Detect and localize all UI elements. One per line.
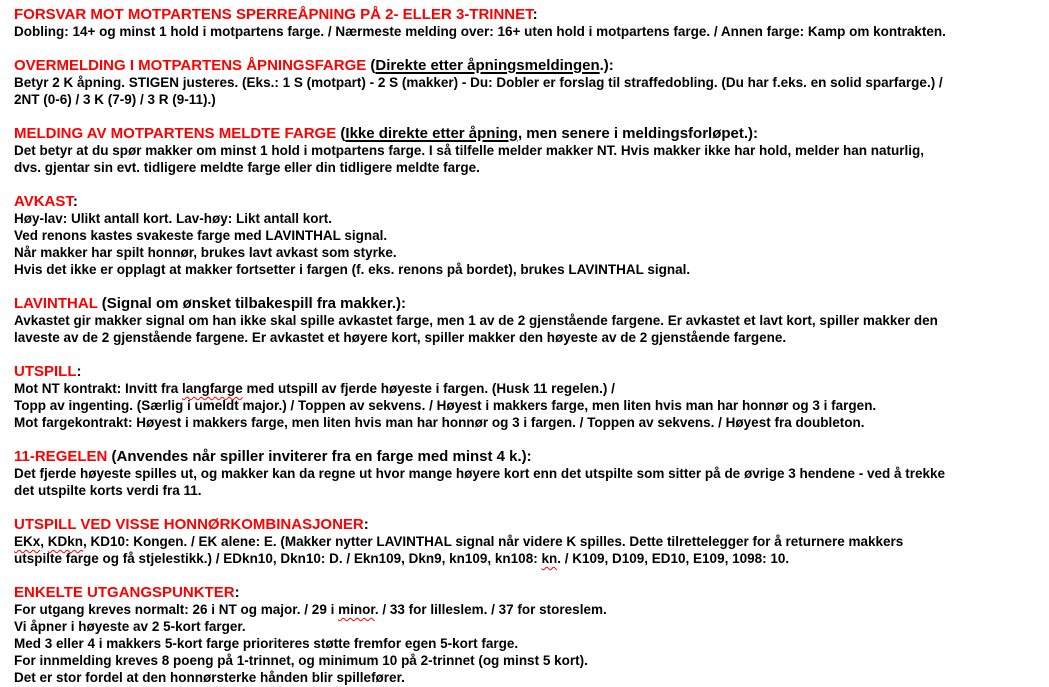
text-segment: (Anvendes når spiller inviterer fra en farge med minst 4 k.): xyxy=(107,448,532,465)
section-11-regelen xyxy=(14,448,1043,499)
text-segment: Det betyr at du spør makker om minst 1 hold i motpartens farge. I så tilfelle melder makker NT. Hvis makker ikke har hold, melder han naturlig, xyxy=(14,143,925,158)
text-segment: Avkastet gir makker signal om han ikke skal spille avkastet farge, men 1 av de 2 gjenstående fargene. Er avkastet et lavt kort, spiller makker den xyxy=(14,313,938,328)
text-segment: .): xyxy=(599,57,614,74)
misspelled-word: kn xyxy=(541,551,558,566)
body-line xyxy=(14,550,1043,567)
misspelled-word: KDkn xyxy=(47,534,84,549)
section-heading xyxy=(14,584,1043,601)
text-segment: 2NT (0-6) / 3 K (7-9) / 3 R (9-11).) xyxy=(14,92,216,107)
body-line xyxy=(14,482,1043,499)
text-segment: ( xyxy=(336,125,346,142)
text-segment: Ikke direkte etter åpning xyxy=(345,125,518,142)
text-segment: Det fjerde høyeste spilles ut, og makker kan da regne ut hvor mange høyere kort enn det utspilte som sitter på de øvrige 3 hendene - ved å trekke xyxy=(14,466,946,481)
text-segment: Vi åpner i høyeste av 2 5-kort farger. xyxy=(14,619,246,634)
text-segment: Hvis det ikke er opplagt at makker fortsetter i fargen (f. eks. renons på bordet), brukes LAVINTHAL signal. xyxy=(14,262,691,277)
misspelled-word: minor xyxy=(338,602,375,617)
section-overmelding-i-motpartens-apningsfarge xyxy=(14,57,1043,108)
text-segment: : xyxy=(532,6,538,23)
body-line xyxy=(14,210,1043,227)
body-line xyxy=(14,23,1043,40)
body-line xyxy=(14,244,1043,261)
body-line xyxy=(14,414,1043,431)
section-heading xyxy=(14,125,1043,142)
section-heading xyxy=(14,363,1043,380)
body-line xyxy=(14,601,1043,618)
body-line xyxy=(14,74,1043,91)
section-heading xyxy=(14,295,1043,312)
text-segment: det utspilte korts verdi fra 11. xyxy=(14,483,202,498)
text-segment: Mot fargekontrakt: Høyest i makkers farge, men liten hvis man har honnør og 3 i fargen. / Toppen av sekvens. / Høyest fra doubleton. xyxy=(14,415,865,430)
heading-text: 11-REGELEN xyxy=(14,448,108,465)
body-line xyxy=(14,142,1043,159)
section-heading xyxy=(14,6,1043,23)
section-heading xyxy=(14,448,1043,465)
heading-text: LAVINTHAL xyxy=(14,295,98,312)
section-heading xyxy=(14,193,1043,210)
section-lavinthal xyxy=(14,295,1043,346)
body-line xyxy=(14,533,1043,550)
heading-text: FORSVAR MOT MOTPARTENS SPERREÅPNING PÅ 2- ELLER 3-TRINNET xyxy=(14,6,533,23)
heading-text: OVERMELDING I MOTPARTENS ÅPNINGSFARGE xyxy=(14,57,367,74)
heading-text: MELDING AV MOTPARTENS MELDTE FARGE xyxy=(14,125,337,142)
text-segment: Ved renons kastes svakeste farge med LAVINTHAL signal. xyxy=(14,228,388,243)
heading-text: AVKAST xyxy=(14,193,73,210)
body-line xyxy=(14,465,1043,482)
text-segment: utspilte farge og få stjelestikk.) / EDkn10, Dkn10: D. / Ekn109, Dkn9, kn109, kn108: xyxy=(14,551,542,566)
text-segment: Mot NT kontrakt: Invitt fra xyxy=(14,381,182,396)
text-segment: dvs. gjentar sin evt. tidligere meldte farge eller din tidligere meldte farge. xyxy=(14,160,480,175)
text-segment: , KD10: Kongen. / EK alene: E. (Makker nytter LAVINTHAL signal når videre K spilles. Dette tilrettelegger for å returnere makkers xyxy=(83,534,904,549)
text-segment: . / K109, D109, ED10, E109, 1098: 10. xyxy=(557,551,790,566)
text-segment: , xyxy=(40,534,48,549)
text-segment: Betyr 2 K åpning. STIGEN justeres. (Eks.: 1 S (motpart) - 2 S (makker) - Du: Dobler er forslag til straffedobling. (Du har f.eks. en solid sparfarge.) / xyxy=(14,75,943,90)
misspelled-word: EKx xyxy=(14,534,41,549)
heading-text: ENKELTE UTGANGSPUNKTER xyxy=(14,584,235,601)
misspelled-word: langfarge xyxy=(182,381,243,396)
text-segment: : xyxy=(72,193,78,210)
section-utspill xyxy=(14,363,1043,431)
section-heading xyxy=(14,516,1043,533)
text-segment: med utspill av fjerde høyeste i fargen. (Husk 11 regelen.) / xyxy=(242,381,615,396)
body-line xyxy=(14,669,1043,686)
body-line xyxy=(14,618,1043,635)
text-segment: Topp av ingenting. (Særlig i umeldt major.) / Toppen av sekvens. / Høyest i makkers farge, men liten hvis man har honnør og 3 i fargen. xyxy=(14,398,877,413)
body-line xyxy=(14,380,1043,397)
section-melding-av-motpartens-meldte-farge xyxy=(14,125,1043,176)
body-line xyxy=(14,261,1043,278)
text-segment: : xyxy=(76,363,82,380)
section-heading xyxy=(14,57,1043,74)
text-segment: : xyxy=(234,584,240,601)
text-segment: , men senere i meldingsforløpet.): xyxy=(517,125,759,142)
text-segment: ( xyxy=(366,57,376,74)
body-line xyxy=(14,227,1043,244)
body-line xyxy=(14,652,1043,669)
text-segment: Når makker har spilt honnør, brukes lavt avkast som styrke. xyxy=(14,245,397,260)
text-segment: . / 33 for lilleslem. / 37 for storeslem. xyxy=(374,602,607,617)
text-segment: For innmelding kreves 8 poeng på 1-trinnet, og minimum 10 på 2-trinnet (og minst 5 kort). xyxy=(14,653,588,668)
heading-text: UTSPILL VED VISSE HONNØRKOMBINASJONER xyxy=(14,516,364,533)
body-line xyxy=(14,397,1043,414)
text-segment: Direkte etter åpningsmeldingen xyxy=(375,57,600,74)
body-line xyxy=(14,91,1043,108)
text-segment: Dobling: 14+ og minst 1 hold i motpartens farge. / Nærmeste melding over: 16+ uten hold i motpartens farge. / Annen farge: Kamp om kontrakten. xyxy=(14,24,946,39)
section-utspill-ved-visse-honnorkombinasjoner xyxy=(14,516,1043,567)
body-line xyxy=(14,312,1043,329)
body-line xyxy=(14,635,1043,652)
text-segment: : xyxy=(363,516,369,533)
section-enkelte-utgangspunkter xyxy=(14,584,1043,686)
body-line xyxy=(14,159,1043,176)
text-segment: For utgang kreves normalt: 26 i NT og major. / 29 i xyxy=(14,602,339,617)
text-segment: Det er stor fordel at den honnørsterke hånden blir spillefører. xyxy=(14,670,405,685)
text-segment: Med 3 eller 4 i makkers 5-kort farge prioriteres støtte fremfor egen 5-kort farge. xyxy=(14,636,519,651)
heading-text: UTSPILL xyxy=(14,363,77,380)
body-line xyxy=(14,329,1043,346)
section-forsvar-mot-sperreapning xyxy=(14,6,1043,40)
section-avkast xyxy=(14,193,1043,278)
text-segment: Høy-lav: Ulikt antall kort. Lav-høy: Likt antall kort. xyxy=(14,211,333,226)
text-segment: laveste av de 2 gjenstående fargene. Er avkastet et høyere kort, spiller makker den høyeste av de 2 gjenstående fargene. xyxy=(14,330,787,345)
text-segment: (Signal om ønsket tilbakespill fra makker.): xyxy=(97,295,407,312)
